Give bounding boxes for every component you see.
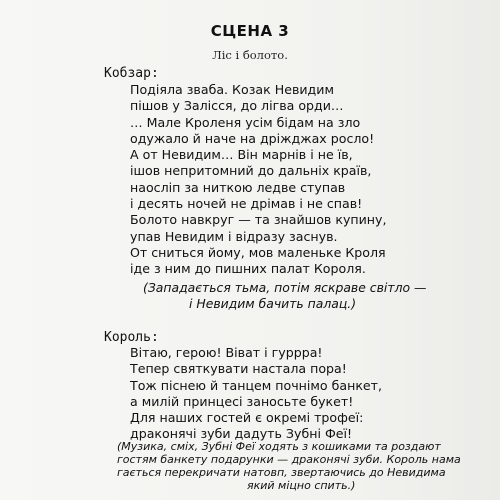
verse-line: пішов у Залісся, до лігва орди… [130, 98, 344, 114]
verse-line: іде з ним до пишних палат Короля. [130, 261, 366, 277]
verse-line: Болото навкруг — та знайшов купину, [130, 212, 387, 228]
stage-line: гостям банкету подарунки — драконячі зуби. Король нама [117, 453, 461, 466]
stage-line: гається перекричати натовп, звертаючись до Невидима [117, 466, 446, 479]
verse-line: Тепер святкувати настала пора! [130, 361, 347, 377]
verse-line: драконячі зуби дадуть Зубні Феї! [130, 426, 353, 442]
verse-line: одужало й наче на дріжджах росло! [130, 130, 375, 146]
verse-kobzar [130, 82, 387, 278]
verse-line: Для наших гостей є окремі трофеї: [130, 410, 364, 426]
speaker-korol: Король: [104, 330, 159, 345]
verse-line: Тож піснею й танцем почнімо банкет, [130, 377, 383, 393]
bleed-through-texture [430, 20, 500, 490]
verse-line: ішов непритомний до дальніх країв, [130, 163, 372, 179]
verse-line: От сниться йому, мов маленьке Кроля [130, 244, 386, 260]
stage-direction-1 [143, 280, 426, 313]
speaker-kobzar: Кобзар: [104, 66, 159, 81]
stage-line: (Музика, сміх, Зубні Феї ходять з кошиками та роздают [117, 440, 441, 453]
verse-line: упав Невидим і відразу заснув. [130, 228, 338, 244]
verse-line: А от Невидим… Він марнів і не їв, [130, 147, 353, 163]
stage-line: і Невидим бачить палац.) [189, 296, 357, 312]
verse-korol [130, 345, 382, 443]
scene-setting: Ліс і болото. [212, 48, 288, 62]
verse-line: … Мале Кроленя усім бідам на зло [130, 114, 361, 130]
scene-title: СЦЕНА 3 [210, 22, 290, 40]
verse-line: і десять ночей не дрімав і не спав! [130, 196, 363, 212]
verse-line: а милій принцесі заносьте букет! [130, 393, 354, 409]
verse-line: наосліп за ниткою ледве ступав [130, 179, 346, 195]
stage-line: (Западається тьма, потім яскраве світло — [143, 280, 427, 295]
verse-line: Вітаю, герою! Віват і гуррра! [130, 345, 323, 360]
verse-line: Подіяла зваба. Козак Невидим [130, 82, 334, 97]
stage-direction-2 [117, 440, 461, 492]
stage-line: який міцно спить.) [247, 479, 356, 492]
